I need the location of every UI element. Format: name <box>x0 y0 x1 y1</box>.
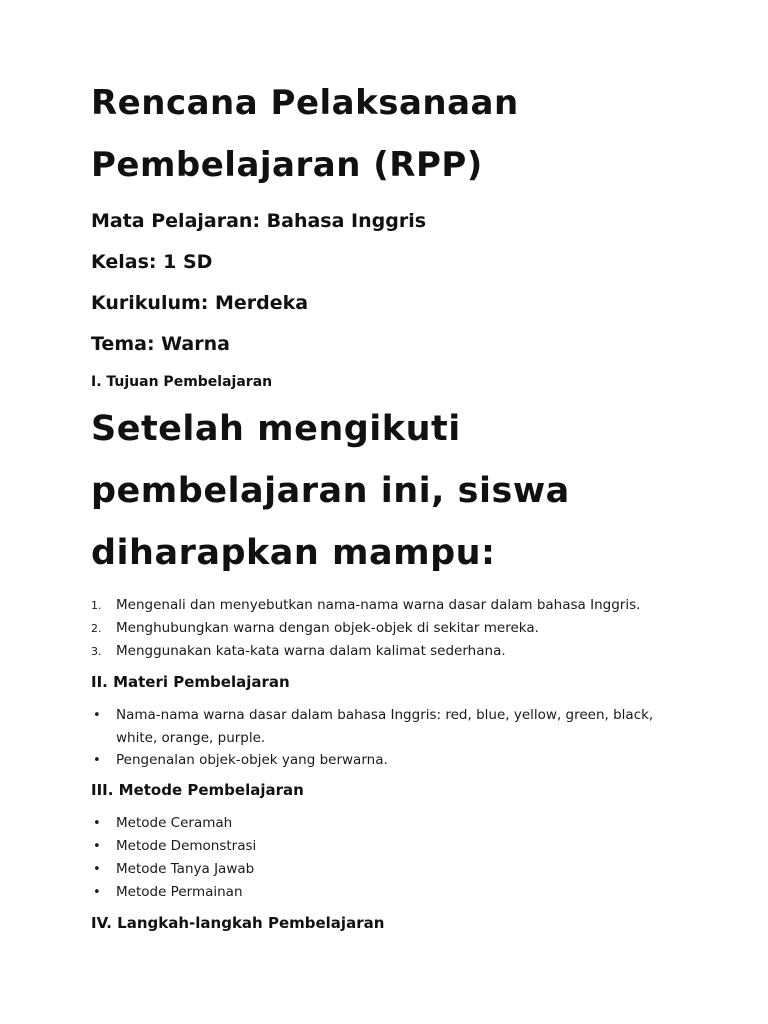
list-item-text: Pengenalan objek-objek yang berwarna. <box>116 752 388 768</box>
document-title-line-2: Pembelajaran (RPP) <box>91 145 483 185</box>
list-item-text: Nama-nama warna dasar dalam bahasa Inggris: red, blue, yellow, green, black, white, orange, purple. <box>116 707 654 746</box>
bullet: • <box>93 816 101 831</box>
bullet: • <box>93 862 101 877</box>
list-item <box>91 640 691 663</box>
list-item-text: Menggunakan kata-kata warna dalam kalimat sederhana. <box>116 643 506 659</box>
list-item <box>91 835 691 858</box>
list-item <box>91 812 691 835</box>
list-item <box>91 858 691 881</box>
meta-theme: Tema: Warna <box>91 333 230 355</box>
list-item-text: Metode Demonstrasi <box>116 838 257 854</box>
section-4-heading: IV. Langkah-langkah Pembelajaran <box>91 914 385 932</box>
list-item-text: Metode Permainan <box>116 884 243 900</box>
bullet: • <box>93 839 101 854</box>
meta-grade: Kelas: 1 SD <box>91 251 213 273</box>
bullet: • <box>93 708 101 723</box>
list-item <box>91 881 691 904</box>
list-item <box>91 617 691 640</box>
list-item <box>91 704 691 750</box>
meta-subject: Mata Pelajaran: Bahasa Inggris <box>91 210 427 232</box>
section-2-heading: II. Materi Pembelajaran <box>91 673 290 691</box>
bullet: • <box>93 885 101 900</box>
list-item <box>91 594 691 617</box>
list-number: 3. <box>91 645 102 658</box>
list-item-text: Mengenali dan menyebutkan nama-nama warna dasar dalam bahasa Inggris. <box>116 597 641 613</box>
list-number: 1. <box>91 599 102 612</box>
section-1-intro-line-1: Setelah mengikuti <box>91 409 461 449</box>
list-number: 2. <box>91 622 102 635</box>
list-item-text: Metode Tanya Jawab <box>116 861 255 877</box>
section-1-heading: I. Tujuan Pembelajaran <box>91 374 273 390</box>
bullet: • <box>93 753 101 768</box>
list-item-text: Menghubungkan warna dengan objek-objek di sekitar mereka. <box>116 620 539 636</box>
section-1-intro-line-2: pembelajaran ini, siswa <box>91 471 570 511</box>
section-1-intro-line-3: diharapkan mampu: <box>91 533 496 573</box>
list-item-text: Metode Ceramah <box>116 815 233 831</box>
meta-curriculum: Kurikulum: Merdeka <box>91 292 309 314</box>
document-title-line-1: Rencana Pelaksanaan <box>91 83 519 123</box>
list-item <box>91 749 691 772</box>
section-3-heading: III. Metode Pembelajaran <box>91 781 304 799</box>
